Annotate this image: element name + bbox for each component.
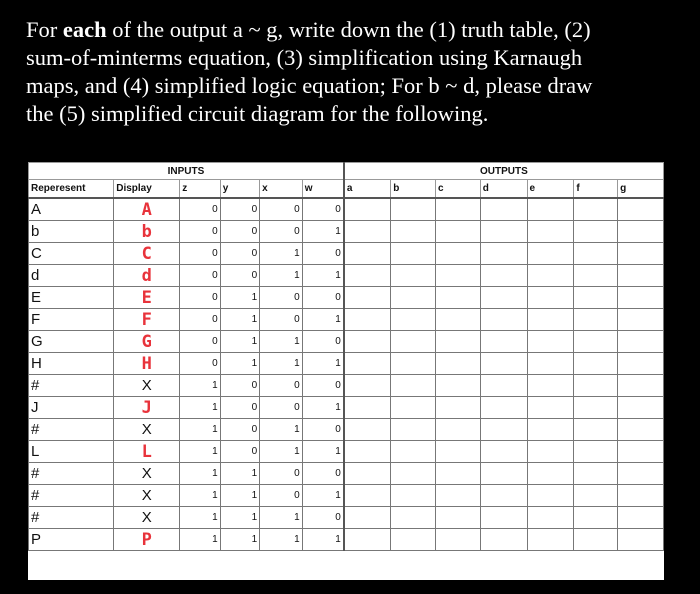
- output-c-cell[interactable]: [435, 198, 480, 221]
- input-w-cell: 1: [302, 485, 344, 507]
- table-row: [29, 397, 664, 419]
- dont-care-mark: X: [141, 487, 152, 504]
- represent-cell: A: [29, 198, 114, 221]
- represent-cell: b: [29, 221, 114, 243]
- output-a-cell[interactable]: [344, 353, 391, 375]
- table-row: [29, 419, 664, 441]
- input-y-cell: 1: [220, 287, 259, 309]
- input-z-cell: 1: [180, 485, 220, 507]
- output-b-cell[interactable]: [391, 463, 436, 485]
- display-cell: [114, 221, 180, 243]
- output-g-cell[interactable]: [618, 243, 664, 265]
- input-w-cell: 0: [302, 243, 344, 265]
- output-f-cell[interactable]: [574, 287, 618, 309]
- output-d-cell[interactable]: [480, 441, 527, 463]
- output-f-cell[interactable]: [574, 419, 618, 441]
- output-d-cell[interactable]: [480, 353, 527, 375]
- input-x-cell: 1: [260, 265, 303, 287]
- output-d-cell[interactable]: [480, 265, 527, 287]
- header-c: c: [435, 180, 480, 199]
- output-c-cell[interactable]: [435, 441, 480, 463]
- represent-cell: F: [29, 309, 114, 331]
- output-a-cell[interactable]: [344, 243, 391, 265]
- input-z-cell: 1: [180, 441, 220, 463]
- output-d-cell[interactable]: [480, 485, 527, 507]
- output-e-cell[interactable]: [527, 243, 574, 265]
- input-y-cell: 1: [220, 529, 259, 551]
- represent-cell: G: [29, 331, 114, 353]
- table-row: [29, 221, 664, 243]
- input-y-cell: 0: [220, 221, 259, 243]
- represent-cell: C: [29, 243, 114, 265]
- header-y: y: [220, 180, 259, 199]
- output-g-cell[interactable]: [618, 397, 664, 419]
- output-g-cell[interactable]: [618, 375, 664, 397]
- output-d-cell[interactable]: [480, 419, 527, 441]
- output-a-cell[interactable]: [344, 287, 391, 309]
- display-cell: [114, 507, 180, 529]
- header-represent: Reperesent: [29, 180, 114, 199]
- input-x-cell: 0: [260, 221, 303, 243]
- seven-segment-glyph: F: [141, 309, 152, 330]
- input-y-cell: 0: [220, 441, 259, 463]
- table-row: [29, 265, 664, 287]
- input-y-cell: 0: [220, 375, 259, 397]
- output-c-cell[interactable]: [435, 507, 480, 529]
- output-f-cell[interactable]: [574, 353, 618, 375]
- input-w-cell: 0: [302, 287, 344, 309]
- represent-cell: H: [29, 353, 114, 375]
- output-f-cell[interactable]: [574, 198, 618, 221]
- question-line4: the (5) simplified circuit diagram for the following.: [26, 101, 489, 126]
- column-header-row: [29, 180, 664, 199]
- represent-cell: L: [29, 441, 114, 463]
- output-e-cell[interactable]: [527, 221, 574, 243]
- output-g-cell[interactable]: [618, 265, 664, 287]
- represent-cell: d: [29, 265, 114, 287]
- output-a-cell[interactable]: [344, 331, 391, 353]
- output-a-cell[interactable]: [344, 485, 391, 507]
- table-row: [29, 463, 664, 485]
- question-line1-pre: For: [26, 17, 63, 42]
- output-f-cell[interactable]: [574, 441, 618, 463]
- group-header-row: [29, 163, 664, 180]
- input-w-cell: 1: [302, 353, 344, 375]
- input-w-cell: 0: [302, 375, 344, 397]
- input-y-cell: 1: [220, 485, 259, 507]
- output-e-cell[interactable]: [527, 507, 574, 529]
- display-cell: [114, 243, 180, 265]
- input-z-cell: 0: [180, 331, 220, 353]
- output-f-cell[interactable]: [574, 397, 618, 419]
- input-x-cell: 1: [260, 529, 303, 551]
- output-d-cell[interactable]: [480, 221, 527, 243]
- input-x-cell: 1: [260, 353, 303, 375]
- output-c-cell[interactable]: [435, 221, 480, 243]
- output-b-cell[interactable]: [391, 441, 436, 463]
- input-z-cell: 1: [180, 419, 220, 441]
- output-a-cell[interactable]: [344, 309, 391, 331]
- header-e: e: [527, 180, 574, 199]
- output-a-cell[interactable]: [344, 441, 391, 463]
- output-b-cell[interactable]: [391, 507, 436, 529]
- output-a-cell[interactable]: [344, 198, 391, 221]
- seven-segment-glyph: L: [141, 441, 152, 462]
- output-c-cell[interactable]: [435, 419, 480, 441]
- output-b-cell[interactable]: [391, 198, 436, 221]
- display-cell: [114, 441, 180, 463]
- table-row: [29, 375, 664, 397]
- input-y-cell: 1: [220, 507, 259, 529]
- output-f-cell[interactable]: [574, 331, 618, 353]
- header-f: f: [574, 180, 618, 199]
- input-w-cell: 1: [302, 221, 344, 243]
- output-f-cell[interactable]: [574, 463, 618, 485]
- input-w-cell: 1: [302, 397, 344, 419]
- dont-care-mark: X: [141, 509, 152, 526]
- output-e-cell[interactable]: [527, 397, 574, 419]
- output-a-cell[interactable]: [344, 463, 391, 485]
- input-z-cell: 0: [180, 198, 220, 221]
- input-x-cell: 1: [260, 243, 303, 265]
- input-y-cell: 1: [220, 353, 259, 375]
- output-e-cell[interactable]: [527, 441, 574, 463]
- header-z: z: [180, 180, 220, 199]
- question-emphasis: each: [62, 17, 107, 42]
- display-cell: [114, 485, 180, 507]
- output-a-cell[interactable]: [344, 375, 391, 397]
- table-row: [29, 243, 664, 265]
- input-w-cell: 0: [302, 507, 344, 529]
- output-f-cell[interactable]: [574, 485, 618, 507]
- output-c-cell[interactable]: [435, 397, 480, 419]
- output-g-cell[interactable]: [618, 331, 664, 353]
- output-a-cell[interactable]: [344, 265, 391, 287]
- input-z-cell: 1: [180, 463, 220, 485]
- output-g-cell[interactable]: [618, 198, 664, 221]
- seven-segment-glyph: H: [141, 353, 152, 374]
- question-line3: maps, and (4) simplified logic equation; For b ~ d, please draw: [26, 73, 593, 98]
- seven-segment-glyph: P: [141, 529, 152, 550]
- seven-segment-glyph: C: [141, 243, 152, 264]
- table-row: [29, 485, 664, 507]
- represent-cell: #: [29, 419, 114, 441]
- question-text: [26, 16, 676, 128]
- input-x-cell: 0: [260, 309, 303, 331]
- output-g-cell[interactable]: [618, 287, 664, 309]
- input-x-cell: 1: [260, 507, 303, 529]
- display-cell: [114, 265, 180, 287]
- output-b-cell[interactable]: [391, 309, 436, 331]
- output-b-cell[interactable]: [391, 375, 436, 397]
- dont-care-mark: X: [141, 377, 152, 394]
- output-b-cell[interactable]: [391, 397, 436, 419]
- input-x-cell: 0: [260, 198, 303, 221]
- display-cell: [114, 331, 180, 353]
- input-x-cell: 0: [260, 397, 303, 419]
- represent-cell: #: [29, 485, 114, 507]
- input-w-cell: 0: [302, 331, 344, 353]
- output-b-cell[interactable]: [391, 221, 436, 243]
- input-z-cell: 1: [180, 529, 220, 551]
- output-a-cell[interactable]: [344, 221, 391, 243]
- input-y-cell: 0: [220, 198, 259, 221]
- input-x-cell: 0: [260, 287, 303, 309]
- input-z-cell: 0: [180, 243, 220, 265]
- output-b-cell[interactable]: [391, 243, 436, 265]
- seven-segment-glyph: G: [141, 331, 152, 352]
- table-row: [29, 353, 664, 375]
- output-d-cell[interactable]: [480, 243, 527, 265]
- input-x-cell: 0: [260, 375, 303, 397]
- input-y-cell: 1: [220, 331, 259, 353]
- input-w-cell: 1: [302, 309, 344, 331]
- output-b-cell[interactable]: [391, 529, 436, 551]
- output-d-cell[interactable]: [480, 507, 527, 529]
- output-e-cell[interactable]: [527, 353, 574, 375]
- header-a: a: [344, 180, 391, 199]
- output-d-cell[interactable]: [480, 397, 527, 419]
- input-w-cell: 1: [302, 529, 344, 551]
- table-row: [29, 331, 664, 353]
- output-c-cell[interactable]: [435, 287, 480, 309]
- display-cell: [114, 397, 180, 419]
- truth-table: [28, 162, 664, 551]
- output-d-cell[interactable]: [480, 331, 527, 353]
- output-f-cell[interactable]: [574, 507, 618, 529]
- output-g-cell[interactable]: [618, 507, 664, 529]
- output-e-cell[interactable]: [527, 485, 574, 507]
- output-c-cell[interactable]: [435, 485, 480, 507]
- seven-segment-glyph: b: [141, 221, 152, 242]
- display-cell: [114, 309, 180, 331]
- table-row: [29, 529, 664, 551]
- truth-table-sheet: [28, 162, 664, 580]
- output-e-cell[interactable]: [527, 419, 574, 441]
- output-d-cell[interactable]: [480, 287, 527, 309]
- output-c-cell[interactable]: [435, 353, 480, 375]
- output-g-cell[interactable]: [618, 221, 664, 243]
- output-g-cell[interactable]: [618, 353, 664, 375]
- input-w-cell: 0: [302, 463, 344, 485]
- output-e-cell[interactable]: [527, 331, 574, 353]
- input-y-cell: 0: [220, 419, 259, 441]
- seven-segment-glyph: d: [141, 265, 152, 286]
- header-w: w: [302, 180, 344, 199]
- input-y-cell: 0: [220, 243, 259, 265]
- seven-segment-glyph: E: [141, 287, 152, 308]
- output-f-cell[interactable]: [574, 309, 618, 331]
- output-c-cell[interactable]: [435, 529, 480, 551]
- output-c-cell[interactable]: [435, 463, 480, 485]
- input-z-cell: 1: [180, 375, 220, 397]
- input-y-cell: 0: [220, 265, 259, 287]
- input-z-cell: 0: [180, 221, 220, 243]
- represent-cell: #: [29, 507, 114, 529]
- represent-cell: P: [29, 529, 114, 551]
- output-e-cell[interactable]: [527, 529, 574, 551]
- output-d-cell[interactable]: [480, 198, 527, 221]
- header-b: b: [391, 180, 436, 199]
- input-w-cell: 0: [302, 198, 344, 221]
- input-x-cell: 1: [260, 419, 303, 441]
- header-g: g: [618, 180, 664, 199]
- input-z-cell: 0: [180, 353, 220, 375]
- output-f-cell[interactable]: [574, 243, 618, 265]
- display-cell: [114, 529, 180, 551]
- header-x: x: [260, 180, 303, 199]
- output-c-cell[interactable]: [435, 375, 480, 397]
- dont-care-mark: X: [141, 421, 152, 438]
- input-w-cell: 1: [302, 265, 344, 287]
- input-y-cell: 1: [220, 309, 259, 331]
- output-c-cell[interactable]: [435, 331, 480, 353]
- input-z-cell: 0: [180, 309, 220, 331]
- output-g-cell[interactable]: [618, 309, 664, 331]
- input-z-cell: 1: [180, 397, 220, 419]
- output-f-cell[interactable]: [574, 529, 618, 551]
- input-y-cell: 0: [220, 397, 259, 419]
- output-a-cell[interactable]: [344, 507, 391, 529]
- output-b-cell[interactable]: [391, 287, 436, 309]
- table-row: [29, 441, 664, 463]
- output-g-cell[interactable]: [618, 463, 664, 485]
- table-row: [29, 507, 664, 529]
- output-g-cell[interactable]: [618, 529, 664, 551]
- output-d-cell[interactable]: [480, 309, 527, 331]
- display-cell: [114, 287, 180, 309]
- output-g-cell[interactable]: [618, 419, 664, 441]
- display-cell: [114, 198, 180, 221]
- output-e-cell[interactable]: [527, 198, 574, 221]
- table-row: [29, 309, 664, 331]
- represent-cell: #: [29, 375, 114, 397]
- display-cell: [114, 463, 180, 485]
- header-d: d: [480, 180, 527, 199]
- output-a-cell[interactable]: [344, 397, 391, 419]
- input-w-cell: 1: [302, 441, 344, 463]
- output-g-cell[interactable]: [618, 441, 664, 463]
- input-w-cell: 0: [302, 419, 344, 441]
- input-x-cell: 1: [260, 331, 303, 353]
- output-a-cell[interactable]: [344, 419, 391, 441]
- dont-care-mark: X: [141, 465, 152, 482]
- table-row: [29, 198, 664, 221]
- output-f-cell[interactable]: [574, 375, 618, 397]
- output-f-cell[interactable]: [574, 265, 618, 287]
- output-b-cell[interactable]: [391, 485, 436, 507]
- output-b-cell[interactable]: [391, 331, 436, 353]
- represent-cell: E: [29, 287, 114, 309]
- output-b-cell[interactable]: [391, 265, 436, 287]
- display-cell: [114, 419, 180, 441]
- output-e-cell[interactable]: [527, 375, 574, 397]
- output-g-cell[interactable]: [618, 485, 664, 507]
- represent-cell: #: [29, 463, 114, 485]
- input-z-cell: 0: [180, 287, 220, 309]
- output-d-cell[interactable]: [480, 463, 527, 485]
- output-b-cell[interactable]: [391, 419, 436, 441]
- input-x-cell: 0: [260, 485, 303, 507]
- output-c-cell[interactable]: [435, 243, 480, 265]
- output-e-cell[interactable]: [527, 287, 574, 309]
- inputs-group-header: INPUTS: [29, 163, 344, 180]
- display-cell: [114, 375, 180, 397]
- output-d-cell[interactable]: [480, 375, 527, 397]
- seven-segment-glyph: A: [141, 199, 152, 220]
- input-z-cell: 0: [180, 265, 220, 287]
- output-e-cell[interactable]: [527, 463, 574, 485]
- input-x-cell: 0: [260, 463, 303, 485]
- header-display: Display: [114, 180, 180, 199]
- input-y-cell: 1: [220, 463, 259, 485]
- output-c-cell[interactable]: [435, 265, 480, 287]
- input-z-cell: 1: [180, 507, 220, 529]
- question-line1-post: of the output a ~ g, write down the (1) truth table, (2): [106, 17, 591, 42]
- output-e-cell[interactable]: [527, 265, 574, 287]
- output-d-cell[interactable]: [480, 529, 527, 551]
- display-cell: [114, 353, 180, 375]
- output-b-cell[interactable]: [391, 353, 436, 375]
- output-f-cell[interactable]: [574, 221, 618, 243]
- input-x-cell: 1: [260, 441, 303, 463]
- represent-cell: J: [29, 397, 114, 419]
- output-a-cell[interactable]: [344, 529, 391, 551]
- outputs-group-header: OUTPUTS: [344, 163, 664, 180]
- output-c-cell[interactable]: [435, 309, 480, 331]
- seven-segment-glyph: J: [141, 397, 152, 418]
- table-row: [29, 287, 664, 309]
- output-e-cell[interactable]: [527, 309, 574, 331]
- question-line2: sum-of-minterms equation, (3) simplification using Karnaugh: [26, 45, 583, 70]
